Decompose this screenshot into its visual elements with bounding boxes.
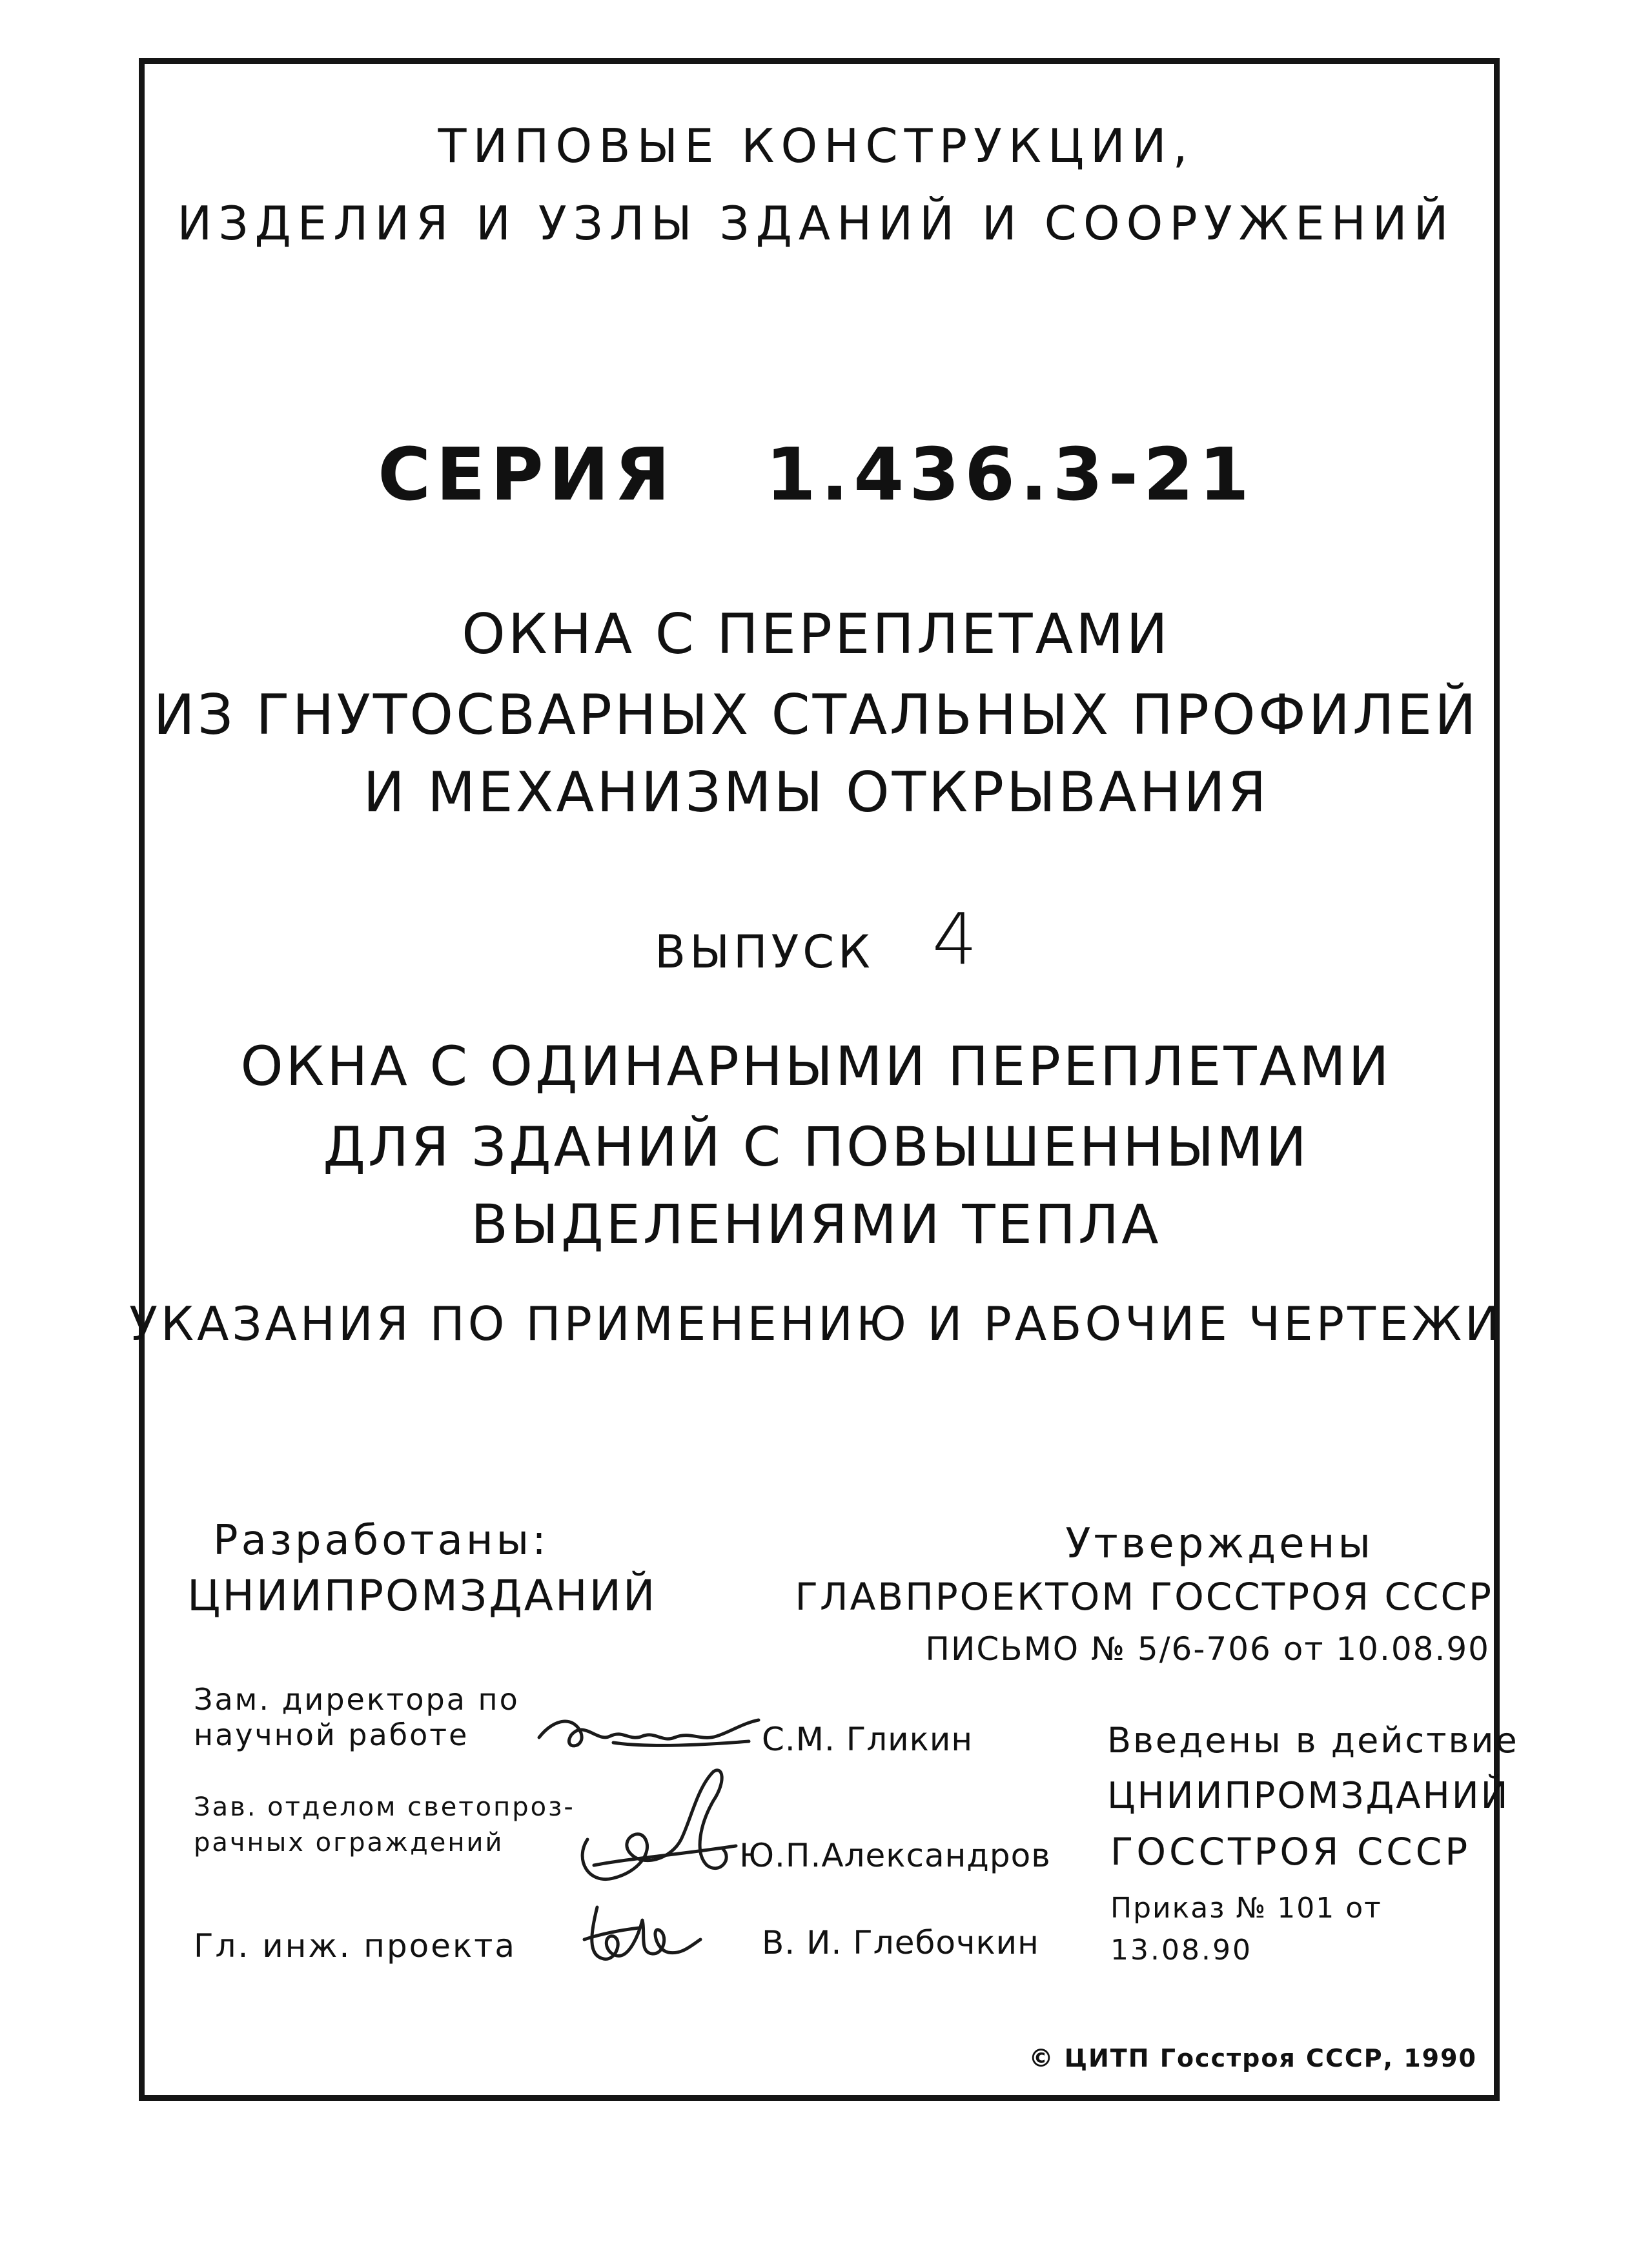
approval-letter: ПИСЬМО № 5/6-706 от 10.08.90: [925, 1630, 1490, 1668]
signature-2-icon: [568, 1762, 762, 1898]
signatory-1-position-line-2: научной работе: [194, 1717, 469, 1752]
header-line-2: ИЗДЕЛИЯ И УЗЛЫ ЗДАНИЙ И СООРУЖЕНИЙ: [177, 196, 1455, 250]
introduced-line-2: ЦНИИПРОМЗДАНИЙ: [1107, 1775, 1510, 1817]
signatory-3-position: Гл. инж. проекта: [194, 1927, 517, 1965]
introduced-line-1: Введены в действие: [1107, 1720, 1519, 1761]
issue-label: ВЫПУСК: [655, 926, 874, 978]
developed-organization: ЦНИИПРОМЗДАНИЙ: [187, 1571, 657, 1621]
series-heading: [0, 433, 1632, 517]
series-number: 1.436.3-21: [765, 433, 1254, 517]
issue-title-line-2: ДЛЯ ЗДАНИЙ С ПОВЫШЕННЫМИ: [323, 1115, 1309, 1179]
signatory-1-name: С.М. Гликин: [762, 1721, 974, 1758]
approved-by: ГЛАВПРОЕКТОМ ГОССТРОЯ СССР: [795, 1575, 1493, 1619]
signatory-2-name: Ю.П.Александров: [739, 1837, 1051, 1874]
issue-title-line-3: ВЫДЕЛЕНИЯМИ ТЕПЛА: [471, 1193, 1161, 1256]
title-line-1: ОКНА С ПЕРЕПЛЕТАМИ: [462, 602, 1170, 667]
signature-1-icon: [536, 1704, 768, 1762]
developed-label: Разработаны:: [213, 1517, 549, 1564]
signatory-3-name: В. И. Глебочкин: [762, 1924, 1039, 1961]
introduced-line-4: Приказ № 101 от: [1110, 1892, 1382, 1925]
copyright-notice: © ЦИТП Госстроя СССР, 1990: [1028, 2044, 1477, 2072]
issue-number: 4: [932, 898, 977, 980]
series-label: СЕРИЯ: [378, 433, 675, 517]
signatory-2-position-line-2: рачных ограждений: [194, 1828, 504, 1858]
signatory-1-position-line-1: Зам. директора по: [194, 1682, 520, 1717]
signature-3-icon: [578, 1894, 707, 1972]
introduced-line-3: ГОССТРОЯ СССР: [1110, 1830, 1471, 1874]
issue-title-line-1: ОКНА С ОДИНАРНЫМИ ПЕРЕПЛЕТАМИ: [240, 1035, 1392, 1098]
title-line-3: И МЕХАНИЗМЫ ОТКРЫВАНИЯ: [363, 760, 1269, 825]
signatory-2-position-line-1: Зав. отделом светопроз-: [194, 1792, 575, 1822]
title-line-2: ИЗ ГНУТОСВАРНЫХ СТАЛЬНЫХ ПРОФИЛЕЙ: [153, 683, 1479, 747]
issue-heading: [0, 898, 1632, 980]
document-subtitle: УКАЗАНИЯ ПО ПРИМЕНЕНИЮ И РАБОЧИЕ ЧЕРТЕЖИ: [129, 1297, 1503, 1351]
approved-label: Утверждены: [1065, 1520, 1374, 1568]
header-line-1: ТИПОВЫЕ КОНСТРУКЦИИ,: [438, 119, 1194, 173]
introduced-line-5: 13.08.90: [1110, 1934, 1252, 1967]
